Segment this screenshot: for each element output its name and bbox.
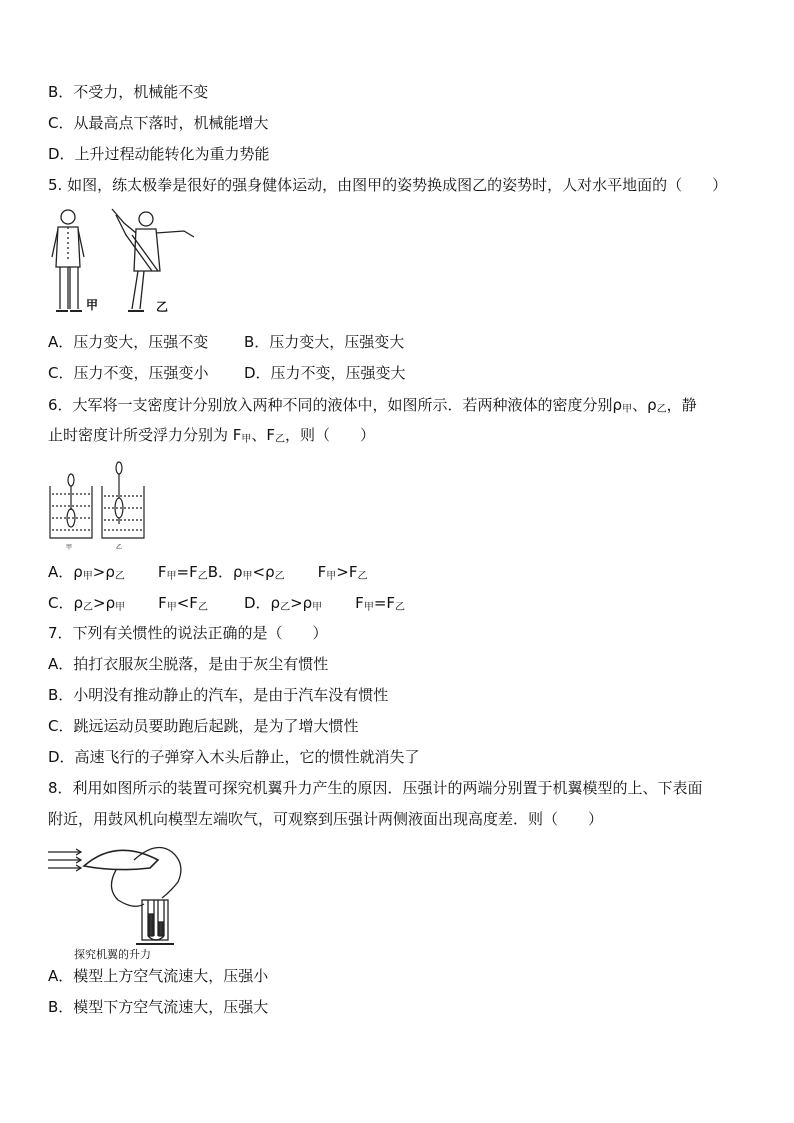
q5-taichi-figure xyxy=(46,205,206,317)
q5-options-row-1 xyxy=(48,332,404,352)
q7-stem: 7．下列有关惯性的说法正确的是（ ） xyxy=(48,624,328,642)
q7-option-a: A．拍打衣服灰尘脱落，是由于灰尘有惯性 xyxy=(48,655,329,673)
q5-fig-label-jia: 甲 xyxy=(86,298,99,312)
q8-option-a: A．模型上方空气流速大，压强小 xyxy=(48,967,269,985)
q4-option-c: C．从最高点下落时，机械能增大 xyxy=(48,114,269,132)
q4-option-b: B．不受力，机械能不变 xyxy=(48,83,209,101)
q6-stem-line-2: 止时密度计所受浮力分别为 $F_甲$、$F_乙$，则（ ） xyxy=(48,426,376,445)
q6-stem-line-1: 6．大军将一支密度计分别放入两种不同的液体中，如图所示．若两种液体的密度分别$\rho_甲$、$\rho_乙$，静 xyxy=(48,396,697,415)
q8-wing-lift-figure xyxy=(46,838,196,962)
q6-option-a: A．$\rho_甲>\rho_乙$ $F_甲=F_乙$ xyxy=(48,563,208,582)
q6-option-c: C．$\rho_乙>\rho_甲$ $F_甲<F_乙$ xyxy=(48,594,208,613)
q6-option-d: D．$\rho_乙>\rho_甲$ $F_甲=F_乙$ xyxy=(244,594,406,613)
q5-option-c: C．压力不变，压强变小 xyxy=(48,364,209,382)
q6-hydrometer-figure xyxy=(46,458,146,550)
q5-option-a: A．压力变大，压强不变 xyxy=(48,333,209,351)
q5-fig-label-yi: 乙 xyxy=(156,300,169,314)
q4-option-d: D．上升过程动能转化为重力势能 xyxy=(48,145,270,163)
q5-options-row-2 xyxy=(48,363,406,383)
q8-figure-caption: 探究机翼的升力 xyxy=(74,948,151,961)
q5-option-d: D．压力不变，压强变大 xyxy=(244,364,406,382)
q6-fig-label-jia: 甲 xyxy=(66,544,73,550)
q6-options-row-2 xyxy=(48,593,405,618)
q5-stem: 5. 如图，练太极拳是很好的强身健体运动，由图甲的姿势换成图乙的姿势时，人对水平地面的（ ） xyxy=(48,176,728,194)
q8-option-b: B．模型下方空气流速大，压强大 xyxy=(48,998,269,1016)
q5-option-b: B．压力变大，压强变大 xyxy=(244,333,405,351)
q7-option-d: D．高速飞行的子弹穿入木头后静止，它的惯性就消失了 xyxy=(48,748,420,766)
q8-stem-line-2: 附近，用鼓风机向模型左端吹气，可观察到压强计两侧液面出现高度差．则（ ） xyxy=(48,810,604,828)
q6-fig-label-yi: 乙 xyxy=(116,544,123,550)
q8-stem-line-1: 8．利用如图所示的装置可探究机翼升力产生的原因．压强计的两端分别置于机翼模型的上、下表面 xyxy=(48,779,703,797)
q6-option-b: B．$\rho_甲<\rho_乙$ $F_甲>F_乙$ xyxy=(207,563,368,582)
q6-options-row-1 xyxy=(48,562,367,587)
q7-option-b: B．小明没有推动静止的汽车，是由于汽车没有惯性 xyxy=(48,686,389,704)
q7-option-c: C．跳远运动员要助跑后起跳，是为了增大惯性 xyxy=(48,717,359,735)
